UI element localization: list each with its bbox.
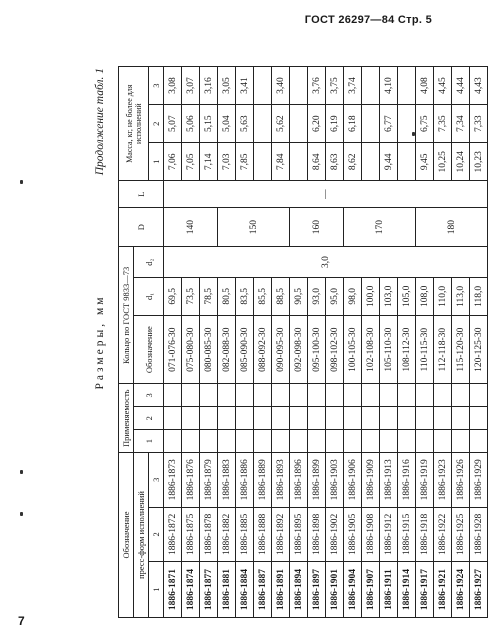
mass-exec-2: 5,15: [200, 105, 218, 143]
d-value: 160: [290, 207, 344, 246]
applicability-exec-1: 1: [134, 430, 164, 453]
applicability-cell-1: [218, 430, 236, 453]
d2-column-header: d₂: [134, 247, 164, 277]
exec-3-designation: 1886-1913: [380, 452, 398, 507]
mass-exec-1: 7,05: [182, 143, 200, 181]
mass-exec-1: 7,03: [218, 143, 236, 181]
mass-exec-2: 5,62: [272, 105, 290, 143]
mass-exec-1: 9,44: [380, 143, 398, 181]
exec-1-designation: 1886-1917: [416, 562, 434, 618]
dimensions-table: [118, 66, 488, 618]
applicability-cell-2: [308, 407, 326, 430]
exec-3-designation: 1886-1893: [272, 452, 290, 507]
exec-2-designation: 1886-1912: [380, 507, 398, 562]
table-row: [290, 67, 308, 618]
d-value: 180: [416, 207, 488, 246]
mass-header: Масса, кг, не более для исполнений: [119, 67, 149, 181]
applicability-cell-2: [272, 407, 290, 430]
table-row: [398, 67, 416, 618]
ring-designation: 098-102-30: [326, 315, 344, 384]
applicability-cell-2: [182, 407, 200, 430]
applicability-cell-1: [200, 430, 218, 453]
mass-exec-1: 7,14: [200, 143, 218, 181]
applicability-cell-1: [182, 430, 200, 453]
mass-exec-2: 7,34: [452, 105, 470, 143]
mass-exec-2: 5,04: [218, 105, 236, 143]
mass-exec-3: 4,43: [470, 67, 488, 105]
mass-exec-2: 7,33: [470, 105, 488, 143]
applicability-cell-3: [290, 384, 308, 407]
table-row: [326, 67, 344, 618]
exec-1-designation: 1886-1904: [344, 562, 362, 618]
applicability-cell-2: [164, 407, 182, 430]
mass-exec-2: 6,77: [380, 105, 398, 143]
mass-exec-3: 3,07: [182, 67, 200, 105]
applicability-cell-2: [398, 407, 416, 430]
d1-value: 103,0: [380, 277, 398, 315]
exec-3-designation: 1886-1889: [254, 452, 272, 507]
d1-value: 73,5: [182, 277, 200, 315]
applicability-cell-3: [236, 384, 254, 407]
applicability-cell-1: [164, 430, 182, 453]
mass-exec-3: [398, 67, 416, 105]
designation-header: Обозначение: [119, 452, 134, 617]
d1-value: 69,5: [164, 277, 182, 315]
table-continuation-label: Продолжение табл. 1: [94, 68, 106, 176]
applicability-cell-2: [470, 407, 488, 430]
exec-3-designation: 1886-1883: [218, 452, 236, 507]
ring-designation: 112-118-30: [434, 315, 452, 384]
ring-designation: 082-088-30: [218, 315, 236, 384]
mass-exec-3: 4,08: [416, 67, 434, 105]
mass-exec-2: [254, 105, 272, 143]
ring-designation: 080-085-30: [200, 315, 218, 384]
ring-designation: 120-125-30: [470, 315, 488, 384]
applicability-cell-2: [236, 407, 254, 430]
exec-2-designation: 1886-1885: [236, 507, 254, 562]
exec-1-designation: 1886-1881: [218, 562, 236, 618]
table-row: [362, 67, 380, 618]
mass-exec-2: [290, 105, 308, 143]
mass-exec-3: 3,16: [200, 67, 218, 105]
exec-2-designation: 1886-1905: [344, 507, 362, 562]
exec-1-designation: 1886-1921: [434, 562, 452, 618]
applicability-cell-3: [470, 384, 488, 407]
mass-exec-2: 7,35: [434, 105, 452, 143]
exec-1-designation: 1886-1874: [182, 562, 200, 618]
mass-exec-2: 5,06: [182, 105, 200, 143]
mass-exec-1: 8,64: [308, 143, 326, 181]
applicability-cell-1: [362, 430, 380, 453]
mass-exec-3: [290, 67, 308, 105]
d-column-header: D: [119, 207, 164, 246]
applicability-cell-1: [272, 430, 290, 453]
exec-1-designation: 1886-1901: [326, 562, 344, 618]
page-number: 7: [18, 614, 25, 628]
applicability-cell-2: [254, 407, 272, 430]
d1-value: 85,5: [254, 277, 272, 315]
exec-3-designation: 1886-1886: [236, 452, 254, 507]
d2-value: 3,0: [164, 247, 488, 277]
applicability-cell-1: [344, 430, 362, 453]
applicability-cell-3: [434, 384, 452, 407]
exec-2-designation: 1886-1925: [452, 507, 470, 562]
mass-exec-3: 3,74: [344, 67, 362, 105]
mass-exec-2: 6,20: [308, 105, 326, 143]
page-header: ГОСТ 26297—84 Стр. 5: [304, 14, 432, 26]
exec-2-designation: 1886-1875: [182, 507, 200, 562]
d1-value: 113,0: [452, 277, 470, 315]
exec-3-designation: 1886-1879: [200, 452, 218, 507]
exec-3-designation: 1886-1876: [182, 452, 200, 507]
table-row: [236, 67, 254, 618]
d1-value: 78,5: [200, 277, 218, 315]
mass-exec-3: [254, 67, 272, 105]
table-body: [164, 67, 488, 618]
mass-exec-3: [362, 67, 380, 105]
margin-mark: [20, 512, 23, 516]
exec-1-designation: 1886-1877: [200, 562, 218, 618]
d1-value: 98,0: [344, 277, 362, 315]
d1-value: 110,0: [434, 277, 452, 315]
ring-designation: 095-100-30: [308, 315, 326, 384]
exec-3-designation: 1886-1909: [362, 452, 380, 507]
mass-exec-3: 3,08: [164, 67, 182, 105]
applicability-cell-2: [290, 407, 308, 430]
table-row: [452, 67, 470, 618]
applicability-cell-2: [218, 407, 236, 430]
applicability-cell-2: [362, 407, 380, 430]
exec-2-designation: 1886-1898: [308, 507, 326, 562]
applicability-exec-3: 3: [134, 384, 164, 407]
exec-1-designation: 1886-1924: [452, 562, 470, 618]
applicability-cell-3: [254, 384, 272, 407]
d1-value: 88,5: [272, 277, 290, 315]
table-row: [416, 67, 434, 618]
applicability-cell-1: [452, 430, 470, 453]
mass-exec-2: [398, 105, 416, 143]
ring-designation: 102-108-30: [362, 315, 380, 384]
margin-mark: [20, 470, 23, 474]
mass-exec-2: 6,19: [326, 105, 344, 143]
applicability-cell-1: [236, 430, 254, 453]
ring-designation: 092-098-30: [290, 315, 308, 384]
exec-3-designation: 1886-1919: [416, 452, 434, 507]
applicability-cell-2: [344, 407, 362, 430]
exec-2-designation: 1886-1918: [416, 507, 434, 562]
applicability-cell-2: [200, 407, 218, 430]
exec-2-designation: 1886-1902: [326, 507, 344, 562]
mass-exec-2: 5,07: [164, 105, 182, 143]
mass-exec-1: [398, 143, 416, 181]
exec-2-designation: 1886-1872: [164, 507, 182, 562]
mass-exec-3: 3,41: [236, 67, 254, 105]
l-column-header: L: [119, 181, 164, 208]
d1-value: 80,5: [218, 277, 236, 315]
applicability-cell-3: [200, 384, 218, 407]
table-row: [164, 67, 182, 618]
exec-1-designation: 1886-1894: [290, 562, 308, 618]
applicability-cell-1: [434, 430, 452, 453]
ring-designation: 071-076-30: [164, 315, 182, 384]
exec-3-designation: 1886-1929: [470, 452, 488, 507]
mass-exec-1: [290, 143, 308, 181]
table-row: [272, 67, 290, 618]
d-value: 140: [164, 207, 218, 246]
applicability-cell-1: [254, 430, 272, 453]
ring-header: Кольцо по ГОСТ 9833—73: [119, 247, 134, 384]
mass-exec-1: [362, 143, 380, 181]
d1-value: 83,5: [236, 277, 254, 315]
applicability-cell-2: [434, 407, 452, 430]
exec-3-designation: 1886-1899: [308, 452, 326, 507]
exec-1-designation: 1886-1871: [164, 562, 182, 618]
ring-designation: 108-112-30: [398, 315, 416, 384]
applicability-cell-2: [452, 407, 470, 430]
d1-value: 118,0: [470, 277, 488, 315]
applicability-cell-1: [380, 430, 398, 453]
d1-value: 93,0: [308, 277, 326, 315]
exec-3-designation: 1886-1923: [434, 452, 452, 507]
applicability-cell-2: [326, 407, 344, 430]
exec-2-designation: 1886-1908: [362, 507, 380, 562]
mass-exec-2: 5,63: [236, 105, 254, 143]
exec-1-designation: 1886-1887: [254, 562, 272, 618]
exec-1-header: 1: [149, 562, 164, 618]
exec-3-header: 3: [149, 452, 164, 507]
mass-exec-3: 3,40: [272, 67, 290, 105]
exec-3-designation: 1886-1906: [344, 452, 362, 507]
mass-exec-1: 8,63: [326, 143, 344, 181]
ring-designation: 100-105-30: [344, 315, 362, 384]
table-row: [470, 67, 488, 618]
exec-2-designation: 1886-1888: [254, 507, 272, 562]
mass-exec-1: 10,25: [434, 143, 452, 181]
mass-exec-1: 9,45: [416, 143, 434, 181]
applicability-cell-3: [398, 384, 416, 407]
d-value: 150: [218, 207, 290, 246]
mass-exec-1: [254, 143, 272, 181]
mass-exec-3: 3: [149, 67, 164, 105]
exec-3-designation: 1886-1896: [290, 452, 308, 507]
exec-1-designation: 1886-1897: [308, 562, 326, 618]
applicability-cell-1: [290, 430, 308, 453]
table-row: [218, 67, 236, 618]
exec-2-designation: 1886-1882: [218, 507, 236, 562]
mass-exec-1: 7,85: [236, 143, 254, 181]
d1-value: 90,5: [290, 277, 308, 315]
l-value: —: [164, 181, 488, 208]
margin-mark: [412, 132, 415, 136]
applicability-cell-3: [344, 384, 362, 407]
exec-2-designation: 1886-1922: [434, 507, 452, 562]
mass-exec-3: 3,76: [308, 67, 326, 105]
mass-exec-2: [362, 105, 380, 143]
exec-1-designation: 1886-1911: [380, 562, 398, 618]
table-row: [434, 67, 452, 618]
table-title: Размеры, мм: [94, 294, 106, 390]
ring-designation-header: Обозначение: [134, 315, 164, 384]
applicability-cell-3: [218, 384, 236, 407]
ring-designation: 075-080-30: [182, 315, 200, 384]
table-row: [200, 67, 218, 618]
table-row: [182, 67, 200, 618]
exec-1-designation: 1886-1907: [362, 562, 380, 618]
applicability-cell-3: [416, 384, 434, 407]
mass-exec-1: 7,84: [272, 143, 290, 181]
ring-designation: 110-115-30: [416, 315, 434, 384]
exec-1-designation: 1886-1884: [236, 562, 254, 618]
pressform-subheader: пресс-форм исполнений: [134, 452, 149, 617]
mass-exec-3: 3,05: [218, 67, 236, 105]
ring-designation: 105-110-30: [380, 315, 398, 384]
applicability-cell-3: [164, 384, 182, 407]
exec-3-designation: 1886-1926: [452, 452, 470, 507]
mass-exec-2: 2: [149, 105, 164, 143]
applicability-cell-1: [326, 430, 344, 453]
table-row: [308, 67, 326, 618]
mass-exec-3: 4,44: [452, 67, 470, 105]
applicability-cell-1: [416, 430, 434, 453]
exec-1-designation: 1886-1891: [272, 562, 290, 618]
mass-exec-1: 1: [149, 143, 164, 181]
exec-3-designation: 1886-1873: [164, 452, 182, 507]
ring-designation: 085-090-30: [236, 315, 254, 384]
applicability-cell-2: [380, 407, 398, 430]
mass-exec-1: 10,23: [470, 143, 488, 181]
exec-2-designation: 1886-1892: [272, 507, 290, 562]
d1-value: 108,0: [416, 277, 434, 315]
exec-1-designation: 1886-1927: [470, 562, 488, 618]
margin-mark: [20, 180, 23, 184]
applicability-cell-1: [470, 430, 488, 453]
rotated-table-area: [94, 66, 484, 618]
exec-3-designation: 1886-1916: [398, 452, 416, 507]
exec-2-designation: 1886-1878: [200, 507, 218, 562]
table-row: [380, 67, 398, 618]
mass-exec-2: 6,18: [344, 105, 362, 143]
exec-2-designation: 1886-1928: [470, 507, 488, 562]
table-row: [254, 67, 272, 618]
d1-value: 105,0: [398, 277, 416, 315]
mass-exec-1: 8,62: [344, 143, 362, 181]
applicability-cell-3: [308, 384, 326, 407]
d1-column-header: d₁: [134, 277, 164, 315]
applicability-cell-1: [398, 430, 416, 453]
applicability-cell-1: [308, 430, 326, 453]
mass-exec-3: 4,45: [434, 67, 452, 105]
d-value: 170: [344, 207, 416, 246]
mass-exec-3: 4,10: [380, 67, 398, 105]
exec-2-designation: 1886-1915: [398, 507, 416, 562]
exec-2-designation: 1886-1895: [290, 507, 308, 562]
applicability-cell-3: [326, 384, 344, 407]
ring-designation: 115-120-30: [452, 315, 470, 384]
applicability-cell-3: [182, 384, 200, 407]
applicability-cell-3: [452, 384, 470, 407]
exec-2-header: 2: [149, 507, 164, 562]
table-row: [344, 67, 362, 618]
applicability-cell-2: [416, 407, 434, 430]
d1-value: 100,0: [362, 277, 380, 315]
applicability-exec-2: 2: [134, 407, 164, 430]
mass-exec-3: 3,75: [326, 67, 344, 105]
exec-1-designation: 1886-1914: [398, 562, 416, 618]
applicability-cell-3: [380, 384, 398, 407]
applicability-cell-3: [272, 384, 290, 407]
applicability-header: Применяемость: [119, 384, 134, 453]
applicability-cell-3: [362, 384, 380, 407]
mass-exec-1: 7,06: [164, 143, 182, 181]
mass-exec-1: 10,24: [452, 143, 470, 181]
exec-3-designation: 1886-1903: [326, 452, 344, 507]
mass-exec-2: 6,75: [416, 105, 434, 143]
ring-designation: 088-092-30: [254, 315, 272, 384]
d1-value: 95,0: [326, 277, 344, 315]
ring-designation: 090-095-30: [272, 315, 290, 384]
